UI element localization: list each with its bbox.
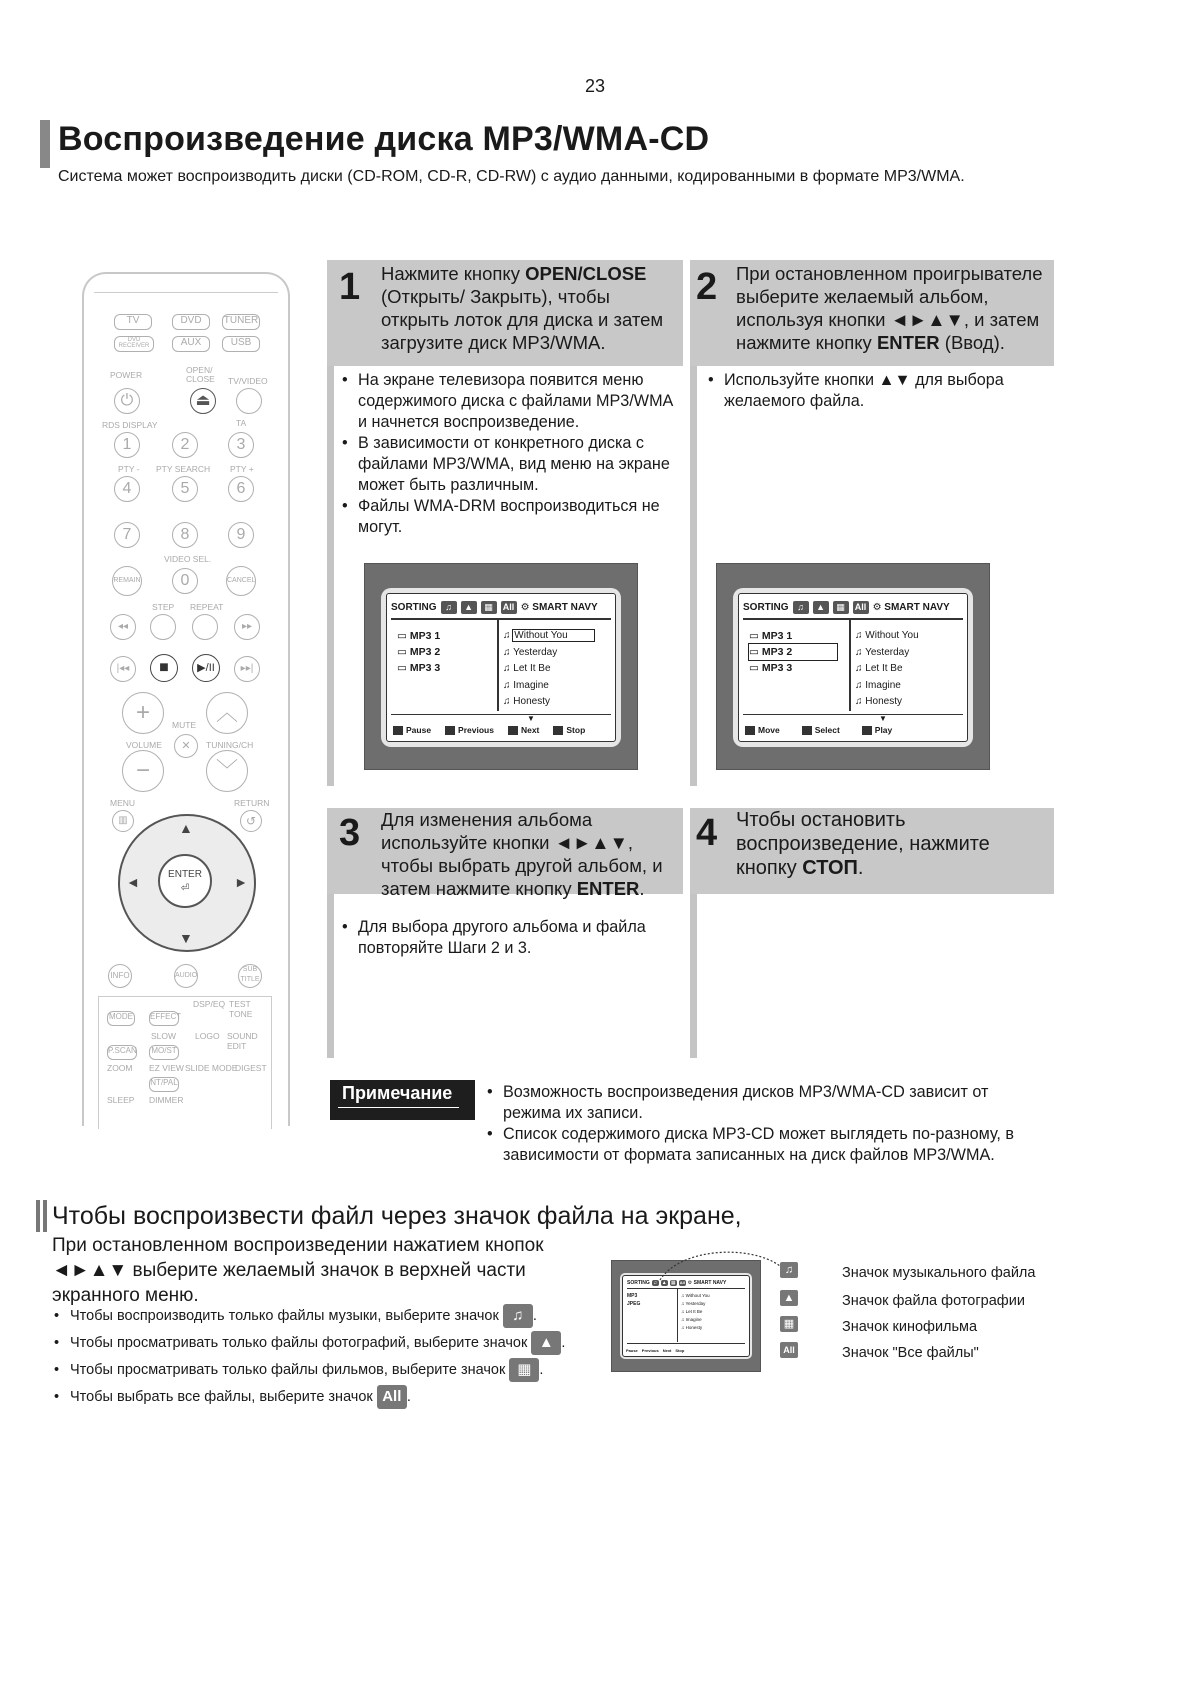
- music-icon: ♫: [441, 601, 457, 614]
- osd-track: ♫ Yesterday: [855, 646, 910, 658]
- osd-album: JPEG: [627, 1301, 641, 1307]
- arrow-down-icon: ▼: [179, 930, 193, 946]
- enter-label: ENTER: [168, 869, 202, 880]
- note-bullet: • Список содержимого диска MP3-CD может выглядеть по-разному, в зависимости от формата записанных на диск файлов MP3/WMA.: [485, 1124, 1045, 1166]
- step-4-text: [736, 808, 1036, 880]
- photo-icon: ▲: [813, 601, 829, 614]
- step-4-number: 4: [696, 812, 718, 854]
- page-number: 23: [584, 76, 606, 96]
- movie-icon: ▦: [481, 601, 497, 614]
- scroll-down-icon: ▼: [879, 713, 887, 723]
- remote-digit: 3: [228, 432, 254, 458]
- osd-all-icon: All: [501, 601, 517, 614]
- menu-icon: ▥: [112, 810, 134, 832]
- step-3-text: [381, 808, 677, 900]
- arrow-up-icon: ▲: [179, 820, 193, 836]
- remote-ntpal-button: NT/PAL: [149, 1077, 179, 1092]
- section-2-bullets: [52, 1303, 612, 1411]
- remote-label-volume: VOLUME: [126, 740, 162, 750]
- remote-label-repeat: REPEAT: [190, 602, 224, 612]
- remote-digit: 0: [172, 568, 198, 594]
- osd-track: ♫ Without You: [681, 1293, 710, 1298]
- section-2-accent-bar: [36, 1200, 40, 1232]
- scroll-down-icon: ▼: [527, 713, 535, 723]
- remote-tv-button: TV: [114, 314, 152, 330]
- step-4-side-line: [690, 894, 697, 1058]
- note-label-box: [330, 1080, 475, 1120]
- osd-footer-item: Pause: [393, 725, 431, 735]
- osd-track: ♫ Without You: [503, 628, 594, 645]
- section-2-bullet: • Чтобы просматривать только файлы фильмов, выберите значок ▦ .: [52, 1357, 612, 1384]
- step-3-text-c: .: [639, 878, 645, 899]
- remote-remain-button: REMAIN: [112, 566, 142, 596]
- remote-label-pty-plus: PTY +: [230, 464, 254, 474]
- remote-control-illustration: [82, 272, 290, 1126]
- play-pause-icon: ▶/II: [192, 654, 220, 682]
- legend-photo-label: Значок файла фотографии: [842, 1293, 1025, 1309]
- step-1-bullet: • В зависимости от конкретного диска с файлами MP3/WMA, вид меню на экране может быть различным.: [340, 433, 685, 496]
- remote-step-button: [150, 614, 176, 640]
- osd-sorting-label: SORTING: [391, 601, 437, 613]
- remote-label-zoom: ZOOM: [107, 1063, 133, 1073]
- osd-track-list: [681, 1292, 710, 1332]
- page-title: Воспроизведение диска MP3/WMA-CD: [58, 120, 710, 158]
- step-4-text-c: .: [857, 857, 864, 879]
- all-files-icon: All: [780, 1342, 798, 1358]
- osd-smart-navy: ⚙ SMART NAVY: [872, 601, 950, 613]
- legend-movie-label: Значок кинофильма: [842, 1319, 978, 1335]
- step-2-bullets: [706, 370, 1036, 412]
- osd-album: ▭ MP3 1: [397, 630, 441, 642]
- osd-track-list: [503, 628, 594, 727]
- step-1-header: [327, 260, 683, 366]
- remote-effect-button: EFFECT: [149, 1011, 179, 1026]
- osd-footer: [393, 725, 611, 735]
- osd-track: ♫ Imagine: [503, 679, 549, 691]
- remote-label-logo: LOGO: [195, 1031, 220, 1041]
- remote-pscan-button: P.SCAN: [107, 1045, 137, 1060]
- remote-cancel-button: CANCEL: [226, 566, 256, 596]
- legend-music-label: Значок музыкального файла: [842, 1265, 1036, 1281]
- osd-smart-navy: ⚙ SMART NAVY: [520, 601, 598, 613]
- note-label: Примечание: [342, 1083, 453, 1103]
- step-3-bullet: • Для выбора другого альбома и файла повторяйте Шаги 2 и 3.: [340, 917, 680, 959]
- step-2-bullet: • Используйте кнопки ▲▼ для выбора желаемого файла.: [706, 370, 1036, 412]
- remote-label-sound-edit: SOUND EDIT: [227, 1031, 258, 1051]
- osd-track: ♫ Yesterday: [503, 646, 558, 658]
- osd-smart-navy: ⚙ SMART NAVY: [687, 1279, 727, 1286]
- step-1-text-bold: OPEN/CLOSE: [525, 263, 647, 284]
- volume-up-icon: +: [122, 692, 164, 734]
- osd-track: ♫ Without You: [855, 630, 919, 641]
- osd-footer-item: Play: [862, 725, 893, 735]
- osd-track: ♫ Let It Be: [681, 1309, 703, 1314]
- remote-aux-button: AUX: [172, 336, 210, 352]
- step-4-text-a: Чтобы остановить воспроизведение, нажмите кнопку: [736, 809, 990, 879]
- legend-all-label: Значок "Все файлы": [842, 1345, 979, 1361]
- photo-icon: ▲: [661, 1279, 667, 1286]
- remote-label-rds: RDS DISPLAY: [102, 420, 158, 430]
- remote-label-step: STEP: [152, 602, 175, 612]
- music-icon: ♫: [503, 1304, 533, 1328]
- remote-label-pty-search: PTY SEARCH: [156, 464, 211, 474]
- step-1-number: 1: [339, 266, 361, 308]
- remote-label-menu: MENU: [110, 798, 136, 808]
- remote-most-button: MO/ST: [149, 1045, 179, 1060]
- osd-footer-item: Previous: [641, 1348, 659, 1353]
- step-4-header: [690, 808, 1054, 894]
- osd-footer-item: Stop: [675, 1348, 685, 1353]
- remote-label-open-close: OPEN/ CLOSE: [186, 365, 215, 384]
- arrow-left-icon: ◄: [126, 874, 140, 890]
- section-2-body: При остановленном воспроизведении нажатием кнопок ◄►▲▼ выберите желаемый значок в верхней части экранного меню.: [52, 1235, 544, 1306]
- callout-dotted-line: [640, 1244, 790, 1284]
- osd-footer: [626, 1348, 745, 1353]
- osd-album: MP3: [627, 1293, 638, 1299]
- music-icon: ♫: [653, 1279, 658, 1286]
- remote-digit: 7: [114, 522, 140, 548]
- tv-screen-step-2: [716, 563, 990, 770]
- remote-label-tuning: TUNING/CH: [206, 740, 254, 750]
- osd-track-list: [855, 628, 919, 727]
- remote-digit: 4: [114, 476, 140, 502]
- osd-track: ♫ Yesterday: [681, 1301, 706, 1306]
- remote-label-slide-mode: SLIDE MODE: [185, 1063, 238, 1073]
- remote-label-dsp: DSP/EQ: [193, 999, 226, 1009]
- osd-menu-mini: [622, 1275, 750, 1357]
- remote-digit: 9: [228, 522, 254, 548]
- section-2-accent-bar: [43, 1200, 47, 1232]
- remote-mode-button: MODE: [107, 1011, 135, 1026]
- movie-icon: ▦: [833, 601, 849, 614]
- osd-sorting-label: SORTING: [743, 601, 789, 613]
- remote-label-slow: SLOW: [151, 1031, 177, 1041]
- osd-menu: [738, 593, 968, 742]
- remote-tv-video-button: [236, 388, 262, 414]
- section-2-title: Чтобы воспроизвести файл через значок файла на экране,: [52, 1202, 742, 1230]
- remote-bottom-panel: [98, 996, 272, 1129]
- rewind-icon: ◂◂: [110, 614, 136, 640]
- step-1-text-a: Нажмите кнопку: [381, 263, 526, 284]
- section-2-bullet: • Чтобы просматривать только файлы фотографий, выберите значок ▲ .: [52, 1330, 612, 1357]
- osd-footer: [745, 725, 963, 735]
- mute-icon: ✕: [174, 734, 198, 758]
- osd-header: [391, 600, 611, 614]
- remote-label-video-sel: VIDEO SEL.: [164, 554, 212, 564]
- step-3-bullets: [340, 917, 680, 959]
- remote-info-button: INFO: [108, 964, 132, 988]
- remote-label-tv-video: TV/VIDEO: [228, 376, 268, 386]
- return-icon: ↺: [240, 810, 262, 832]
- remote-label-ez-view: EZ VIEW: [149, 1063, 184, 1073]
- photo-icon: ▲: [780, 1290, 798, 1306]
- remote-digit: 5: [172, 476, 198, 502]
- all-files-icon: All: [377, 1385, 407, 1409]
- step-4-text-bold: СТОП: [802, 857, 858, 879]
- osd-album: ▭ MP3 2: [397, 646, 441, 658]
- osd-album-selected: ▭ MP3 2: [749, 644, 837, 660]
- stop-icon: ■: [150, 654, 178, 682]
- osd-album: ▭ MP3 1: [749, 630, 793, 642]
- osd-track: ♫ Let It Be: [503, 663, 551, 674]
- osd-footer-item: Select: [802, 725, 840, 735]
- remote-label-power: POWER: [110, 370, 143, 380]
- volume-down-icon: −: [122, 750, 164, 792]
- step-1-bullet: • Файлы WMA-DRM воспроизводиться не могут.: [340, 496, 685, 538]
- osd-album: ▭ MP3 3: [749, 662, 793, 674]
- eject-icon: ⏏: [190, 388, 216, 414]
- remote-digit: 2: [172, 432, 198, 458]
- osd-all-icon: All: [679, 1279, 685, 1285]
- power-icon: ⏻: [114, 388, 140, 414]
- osd-track: ♫ Imagine: [855, 679, 901, 691]
- step-2-side-line: [690, 366, 697, 786]
- osd-footer-item: Next: [662, 1348, 672, 1353]
- osd-footer-item: Move: [745, 725, 780, 735]
- remote-label-sleep: SLEEP: [107, 1095, 135, 1105]
- step-1-text-c: (Открыть/ Закрыть), чтобы открыть лоток для диска и затем загрузите диск MP3/WMA.: [381, 286, 664, 353]
- step-2-header: [690, 260, 1054, 366]
- movie-icon: ▦: [670, 1279, 676, 1286]
- step-2-text: [736, 262, 1044, 354]
- osd-footer-item: Previous: [445, 725, 494, 735]
- osd-track: ♫ Imagine: [681, 1317, 702, 1322]
- remote-label-pty-minus: PTY -: [118, 464, 140, 474]
- note-bullet: • Возможность воспроизведения дисков MP3/WMA-CD зависит от режима их записи.: [485, 1082, 1045, 1124]
- remote-usb-button: USB: [222, 336, 260, 352]
- tuning-up-icon: ︿: [206, 692, 248, 734]
- step-1-text: [381, 262, 671, 354]
- osd-album: ▭ MP3 3: [397, 662, 441, 674]
- remote-digit: 8: [172, 522, 198, 548]
- osd-track: ♫ Honesty: [855, 696, 902, 707]
- remote-repeat-button: [192, 614, 218, 640]
- arrow-right-icon: ►: [234, 874, 248, 890]
- osd-track: ♫ Let It Be: [855, 663, 903, 674]
- step-3-side-line: [327, 894, 334, 1058]
- step-3-text-a: Для изменения альбома используйте кнопки ◄►▲▼, чтобы выбрать другой альбом, и затем нажмите кнопку: [381, 809, 663, 899]
- remote-label-dimmer: DIMMER: [149, 1095, 184, 1105]
- step-2-text-a: При остановленном проигрывателе выберите желаемый альбом, используя кнопки ◄►▲▼, и затем нажмите кнопку: [736, 263, 1043, 353]
- tv-screen-step-1: [364, 563, 638, 770]
- fast-forward-icon: ▸▸: [234, 614, 260, 640]
- osd-menu: [386, 593, 616, 742]
- section-2-bullet: • Чтобы выбрать все файлы, выберите значок All .: [52, 1384, 612, 1411]
- music-icon: ♫: [780, 1262, 798, 1278]
- remote-label-digest: DIGEST: [235, 1063, 267, 1073]
- page-subtitle: Система может воспроизводить диски (CD-ROM, CD-R, CD-RW) с аудио данными, кодированными в формате MP3/WMA.: [58, 168, 965, 185]
- remote-receiver-button: DVD RECEIVER: [114, 336, 154, 352]
- photo-icon: ▲: [531, 1331, 561, 1355]
- step-2-number: 2: [696, 266, 718, 308]
- note-bullets: [485, 1082, 1045, 1166]
- step-2-text-bold: ENTER: [876, 332, 940, 353]
- skip-forward-icon: ▸▸|: [234, 656, 260, 682]
- remote-label-ta: TA: [236, 418, 247, 428]
- osd-header: [743, 600, 963, 614]
- remote-label-test-tone: TEST TONE: [229, 999, 253, 1019]
- osd-footer-item: Stop: [553, 725, 585, 735]
- navigation-ring: [118, 814, 256, 952]
- tuning-down-icon: ﹀: [206, 750, 248, 792]
- remote-tuner-button: TUNER: [222, 314, 260, 330]
- enter-button: ENTER ⏎: [158, 854, 212, 908]
- title-accent-bar: [40, 120, 50, 168]
- step-3-number: 3: [339, 812, 361, 854]
- step-3-header: [327, 808, 683, 899]
- remote-label-return: RETURN: [234, 798, 270, 808]
- section-2-bullet: • Чтобы воспроизводить только файлы музыки, выберите значок ♫ .: [52, 1303, 612, 1330]
- osd-album-list: [397, 628, 440, 676]
- step-1-bullets: [340, 370, 685, 538]
- remote-subtitle-button: SUB TITLE: [238, 964, 262, 988]
- movie-icon: ▦: [509, 1358, 539, 1382]
- step-3-text-bold: ENTER: [576, 878, 640, 899]
- photo-icon: ▲: [461, 601, 477, 614]
- remote-audio-button: AUDIO: [174, 964, 198, 988]
- osd-footer-item: Pause: [626, 1348, 638, 1353]
- step-1-side-line: [327, 366, 334, 786]
- skip-back-icon: |◂◂: [110, 656, 136, 682]
- step-2-text-c: (Ввод).: [939, 332, 1005, 353]
- remote-digit: 6: [228, 476, 254, 502]
- osd-track: ♫ Honesty: [503, 696, 550, 707]
- osd-all-icon: All: [853, 601, 869, 614]
- osd-album-list: [749, 628, 837, 676]
- music-icon: ♫: [793, 601, 809, 614]
- remote-dvd-button: DVD: [172, 314, 210, 330]
- osd-footer-item: Next: [508, 725, 539, 735]
- remote-digit: 1: [114, 432, 140, 458]
- remote-label-mute: MUTE: [172, 720, 197, 730]
- osd-track: ♫ Honesty: [681, 1325, 703, 1330]
- step-1-bullet: • На экране телевизора появится меню содержимого диска с файлами MP3/WMA и начнется воспроизведение.: [340, 370, 685, 433]
- osd-album-list: [627, 1292, 640, 1308]
- movie-icon: ▦: [780, 1316, 798, 1332]
- osd-sorting-label: SORTING: [627, 1279, 650, 1286]
